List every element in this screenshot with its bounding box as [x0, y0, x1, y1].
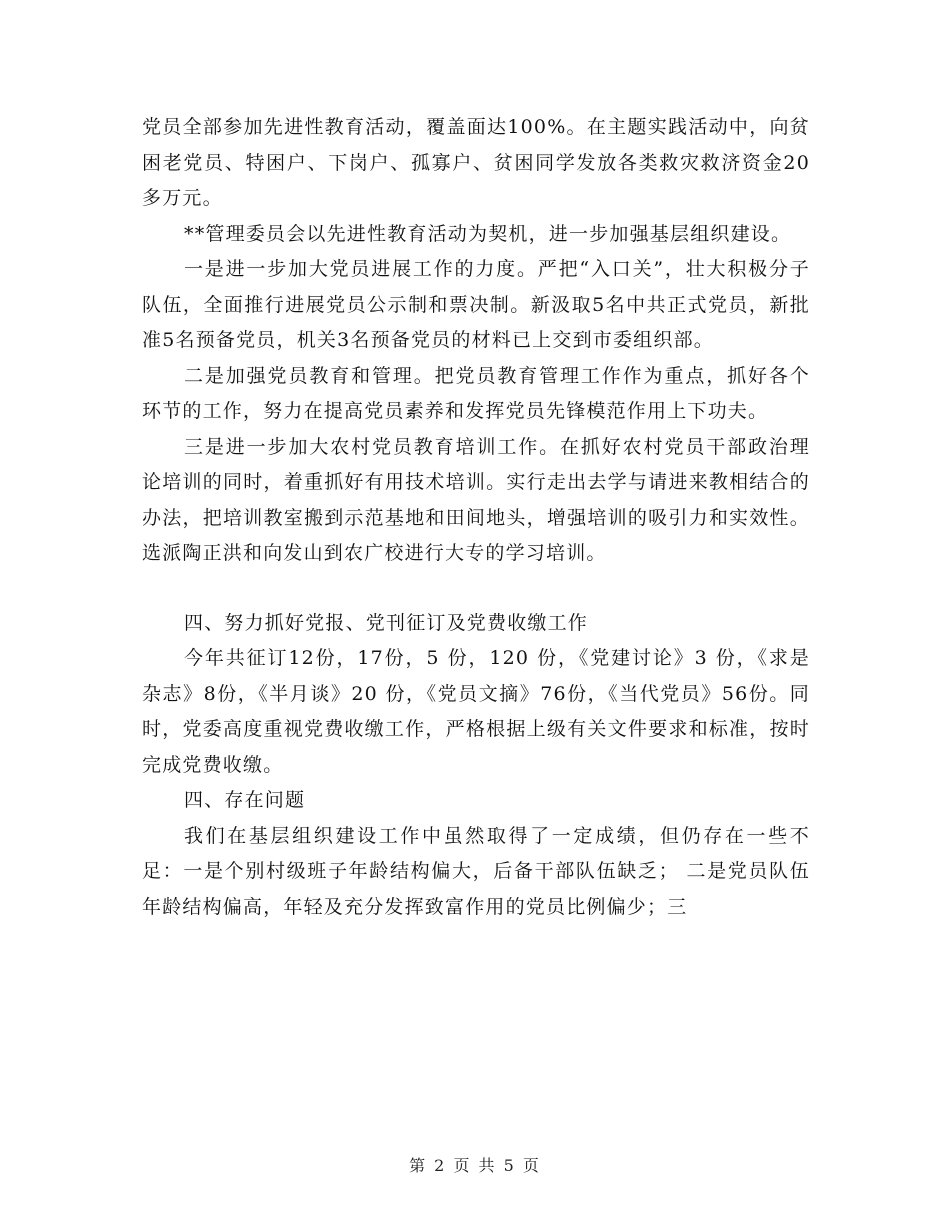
paragraph-point-one: 一是进一步加大党员进展工作的力度。严把“入口关”，壮大积极分子队伍，全面推行进展党员公示制和票决制。新汲取5名中共正式党员，新批准5名预备党员，机关3名预备党员的材料已上交到市委组织部。	[142, 258, 810, 351]
document-body	[142, 110, 810, 925]
page-number-footer: 第 2 页 共 5 页	[409, 1156, 541, 1175]
paragraph-continuation: 党员全部参加先进性教育活动，覆盖面达100%。在主题实践活动中，向贫困老党员、特困户、下岗户、孤寡户、贫困同学发放各类救灾救济资金20多万元。	[142, 116, 810, 209]
paragraph-subscriptions: 今年共征订12份，17份，5 份，120 份，《党建讨论》3 份，《求是杂志》8份，《半月谈》20 份，《党员文摘》76份，《当代党员》56份。同时，党委高度重视党费收缴工作，严格根据上级有关文件要求和标准，按时完成党费收缴。	[142, 647, 810, 776]
paragraph-problems: 我们在基层组织建设工作中虽然取得了一定成绩，但仍存在一些不足：一是个别村级班子年龄结构偏大，后备干部队伍缺乏； 二是党员队伍年龄结构偏高，年轻及充分发挥致富作用的党员比例偏少；三	[142, 824, 810, 918]
section-heading-party-press: 四、努力抓好党报、党刊征订及党费收缴工作	[184, 611, 589, 634]
paragraph-point-two: 二是加强党员教育和管理。把党员教育管理工作作为重点，抓好各个环节的工作，努力在提高党员素养和发挥党员先锋模范作用上下功夫。	[142, 364, 810, 422]
paragraph-committee-intro: **管理委员会以先进性教育活动为契机，进一步加强基层组织建设。	[184, 222, 792, 245]
section-heading-problems: 四、存在问题	[184, 789, 306, 811]
paragraph-point-three: 三是进一步加大农村党员教育培训工作。在抓好农村党员干部政治理论培训的同时，着重抓好有用技术培训。实行走出去学与请进来教相结合的办法，把培训教室搬到示范基地和田间地头，增强培训的吸引力和实效性。选派陶正洪和向发山到农广校进行大专的学习培训。	[142, 435, 810, 564]
